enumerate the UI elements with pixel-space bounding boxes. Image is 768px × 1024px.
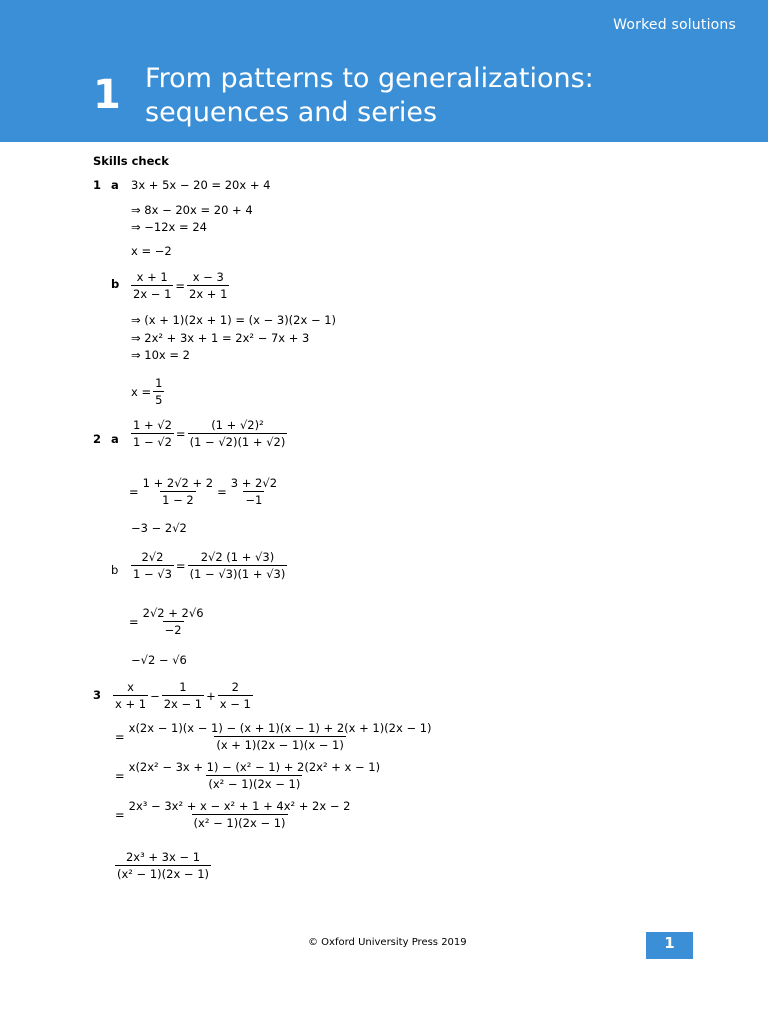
denominator: −1	[245, 493, 263, 507]
numerator: x(2x − 1)(x − 1) − (x + 1)(x − 1) + 2(x + 1)(2x − 1)	[128, 721, 432, 735]
denominator: (1 − √2)(1 + √2)	[189, 435, 286, 449]
q3-answer	[113, 850, 213, 881]
q1a-line2: ⇒ 8x − 20x = 20 + 4	[131, 203, 253, 217]
q2b-answer: −√2 − √6	[131, 653, 187, 667]
fraction	[187, 270, 229, 301]
q1a-line3: ⇒ −12x = 24	[131, 220, 207, 234]
equals-sign: =	[175, 558, 186, 573]
denominator: (x² − 1)(2x − 1)	[208, 777, 301, 791]
numerator: 2√2	[141, 550, 164, 564]
chapter-title-line2: sequences and series	[145, 97, 438, 128]
q1a-line1: 3x + 5x − 20 = 20x + 4	[131, 178, 271, 192]
fraction	[127, 760, 382, 791]
equals-sign: =	[175, 278, 186, 293]
fraction	[141, 476, 216, 507]
equals-sign: =	[115, 768, 125, 783]
numerator: 2√2 (1 + √3)	[200, 550, 275, 564]
numerator: 2x³ − 3x² + x − x² + 1 + 4x² + 2x − 2	[128, 799, 351, 813]
q2-number: 2	[93, 432, 102, 446]
equals-sign: =	[115, 807, 125, 822]
numerator: x − 3	[192, 270, 224, 284]
section-label: Worked solutions	[613, 17, 736, 33]
equals-sign: =	[129, 484, 139, 499]
q2a-label: a	[111, 432, 119, 446]
answer-lhs: x =	[131, 384, 152, 399]
fraction	[131, 418, 174, 449]
q2a-answer: −3 − 2√2	[131, 521, 187, 535]
q1b-line3: ⇒ 2x² + 3x + 1 = 2x² − 7x + 3	[131, 331, 310, 345]
denominator: (x² − 1)(2x − 1)	[193, 816, 286, 830]
q2b-equation	[129, 550, 289, 581]
fraction	[131, 550, 174, 581]
q2a-equation	[129, 418, 289, 449]
q2b-step2	[129, 606, 208, 637]
fraction	[131, 270, 173, 301]
skills-check-heading: Skills check	[93, 154, 169, 168]
fraction	[153, 376, 164, 407]
denominator: (1 − √3)(1 + √3)	[189, 567, 286, 581]
denominator: 2x + 1	[189, 287, 228, 301]
numerator: x(2x² − 3x + 1) − (x² − 1) + 2(2x² + x − 1)	[128, 760, 381, 774]
chapter-number: 1	[93, 72, 121, 118]
chapter-title-line1: From patterns to generalizations:	[145, 63, 594, 94]
fraction	[218, 680, 253, 711]
fraction	[115, 850, 211, 881]
numerator: 1 + 2√2 + 2	[142, 476, 214, 490]
denominator: 1 − √2	[133, 435, 172, 449]
fraction	[141, 606, 206, 637]
minus-sign: −	[150, 688, 160, 703]
denominator: (x + 1)(2x − 1)(x − 1)	[216, 738, 344, 752]
fraction	[113, 680, 148, 711]
numerator: x + 1	[136, 270, 168, 284]
numerator: 2x³ + 3x − 1	[125, 850, 201, 864]
denominator: 2x − 1	[133, 287, 172, 301]
numerator: 1	[155, 376, 163, 390]
q1a-label: a	[111, 178, 119, 192]
numerator: (1 + √2)²	[211, 418, 264, 432]
q1a-answer: x = −2	[131, 244, 172, 258]
denominator: 5	[155, 393, 163, 407]
fraction	[188, 550, 288, 581]
equals-sign: =	[115, 729, 125, 744]
fraction	[127, 799, 353, 830]
denominator: 2x − 1	[163, 697, 203, 711]
q3-step2	[115, 760, 384, 791]
q3-expression	[111, 680, 255, 711]
q3-step1	[115, 721, 436, 752]
numerator: 1	[179, 680, 187, 694]
q1b-answer	[131, 376, 166, 407]
copyright-footer: © Oxford University Press 2019	[308, 937, 467, 948]
denominator: x − 1	[219, 697, 251, 711]
equals-sign: =	[129, 614, 139, 629]
q2b-label: b	[111, 563, 119, 577]
denominator: −2	[164, 623, 182, 637]
numerator: 3 + 2√2	[230, 476, 278, 490]
numerator: 2√2 + 2√6	[142, 606, 204, 620]
fraction	[162, 680, 204, 711]
fraction	[127, 721, 434, 752]
equals-sign: =	[175, 426, 186, 441]
q1-number: 1	[93, 178, 102, 192]
q3-step3	[115, 799, 354, 830]
plus-sign: +	[206, 688, 216, 703]
denominator: (x² − 1)(2x − 1)	[117, 867, 210, 881]
q1b-line2: ⇒ (x + 1)(2x + 1) = (x − 3)(2x − 1)	[131, 313, 337, 327]
numerator: 2	[231, 680, 239, 694]
q1b-label: b	[111, 277, 120, 291]
denominator: x + 1	[115, 697, 147, 711]
denominator: 1 − √3	[133, 567, 172, 581]
fraction	[229, 476, 279, 507]
q1b-equation	[129, 270, 231, 301]
fraction	[188, 418, 288, 449]
q2a-step2	[129, 476, 281, 507]
q3-number: 3	[93, 688, 102, 702]
page-number-box: 1	[646, 932, 693, 959]
denominator: 1 − 2	[162, 493, 194, 507]
q1b-line4: ⇒ 10x = 2	[131, 348, 190, 362]
numerator: 1 + √2	[133, 418, 172, 432]
equals-sign: =	[217, 484, 227, 499]
numerator: x	[127, 680, 134, 694]
